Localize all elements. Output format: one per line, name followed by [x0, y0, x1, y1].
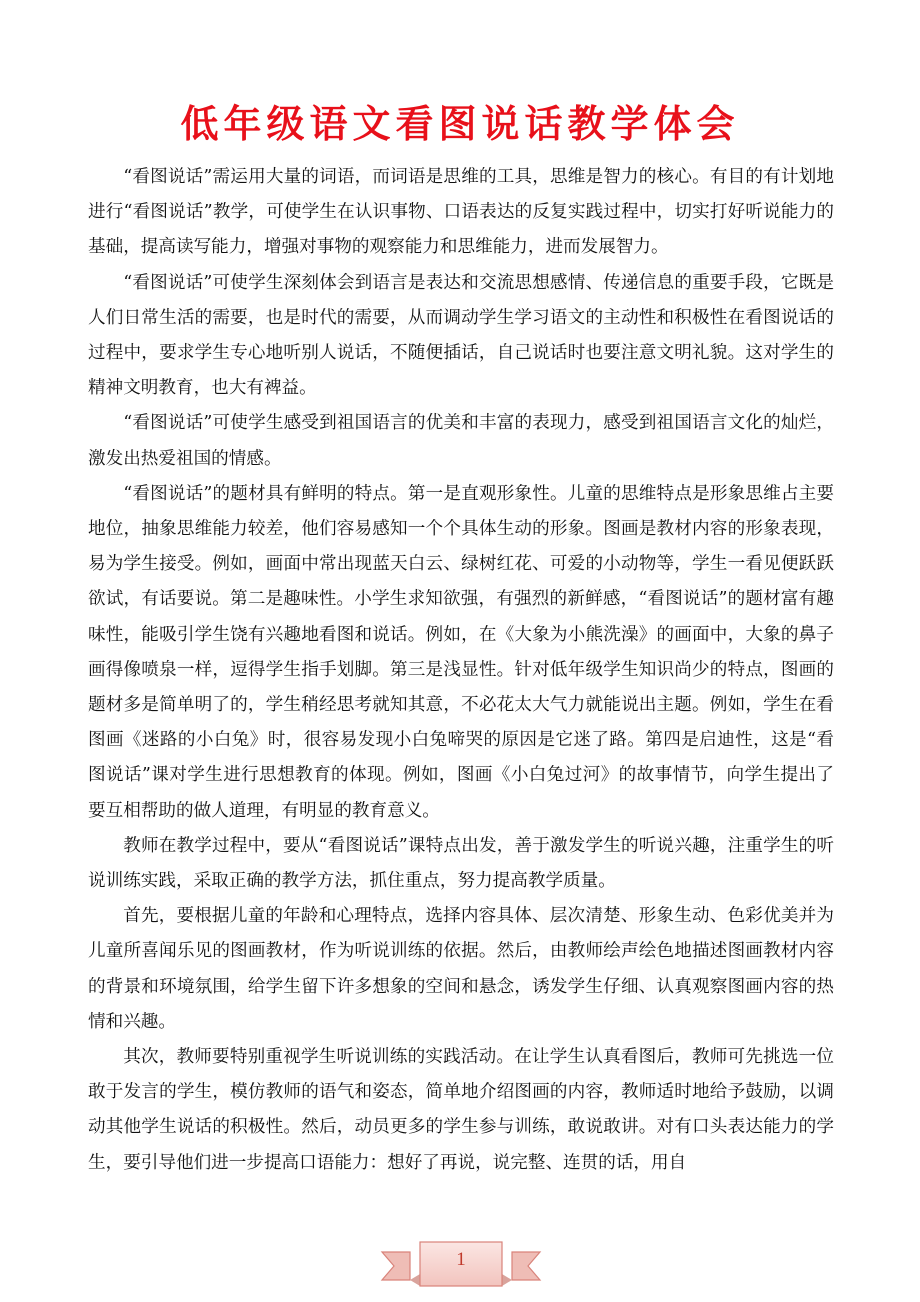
paragraph-2: “看图说话”可使学生深刻体会到语言是表达和交流思想感情、传递信息的重要手段，它既是人们日常生活的需要，也是时代的需要，从而调动学生学习语文的主动性和积极性在看图说话的过程中，要求学生专心地听别人说话，不随便插话，自己说话时也要注意文明礼貌。这对学生的精神文明教育，也大有裨益。: [88, 272, 834, 399]
paragraph-4: “看图说话”的题材具有鲜明的特点。第一是直观形象性。儿童的思维特点是形象思维占主要地位，抽象思维能力较差，他们容易感知一个个具体生动的形象。图画是教材内容的形象表现，易为学生接受。例如，画面中常出现蓝天白云、绿树红花、可爱的小动物等，学生一看见便跃跃欲试，有话要说。第二是趣味性。小学生求知欲强，有强烈的新鲜感，“看图说话”的题材富有趣味性，能吸引学生饶有兴趣地看图和说话。例如，在《大象为小熊洗澡》的画面中，大象的鼻子画得像喷泉一样，逗得学生指手划脚。第三是浅显性。针对低年级学生知识尚少的特点，图画的题材多是简单明了的，学生稍经思考就知其意，不必花太大气力就能说出主题。例如，学生在看图画《迷路的小白兔》时，很容易发现小白兔啼哭的原因是它迷了路。第四是启迪性，这是“看图说话”课对学生进行思想教育的体现。例如，图画《小白兔过河》的故事情节，向学生提出了要互相帮助的做人道理，有明显的教育意义。: [88, 483, 834, 821]
paragraph-5: 教师在教学过程中，要从“看图说话”课特点出发，善于激发学生的听说兴趣，注重学生的听说训练实践，采取正确的教学方法，抓住重点，努力提高教学质量。: [88, 835, 834, 892]
page-number-ribbon: [380, 1234, 542, 1290]
paragraph-1: “看图说话”需运用大量的词语，而词语是思维的工具，思维是智力的核心。有目的有计划地进行“看图说话”教学，可使学生在认识事物、口语表达的反复实践过程中，切实打好听说能力的基础，提高读写能力，增强对事物的观察能力和思维能力，进而发展智力。: [88, 167, 834, 258]
page-number: 1: [456, 1249, 466, 1270]
document-title: 低年级语文看图说话教学体会: [180, 101, 740, 146]
paragraph-7: 其次，教师要特别重视学生听说训练的实践活动。在让学生认真看图后，教师可先挑选一位敢于发言的学生，模仿教师的语气和姿态，简单地介绍图画的内容，教师适时地给予鼓励，以调动其他学生说话的积极性。然后，动员更多的学生参与训练，敢说敢讲。对有口头表达能力的学生，要引导他们进一步提高口语能力：想好了再说，说完整、连贯的话，用自: [88, 1047, 834, 1173]
paragraph-3: “看图说话”可使学生感受到祖国语言的优美和丰富的表现力，感受到祖国语言文化的灿烂，激发出热爱祖国的情感。: [88, 413, 834, 469]
document-body: [88, 160, 834, 1181]
paragraph-6: 首先，要根据儿童的年龄和心理特点，选择内容具体、层次清楚、形象生动、色彩优美并为儿童所喜闻乐见的图画教材，作为听说训练的依据。然后，由教师绘声绘色地描述图画教材内容的背景和环境氛围，给学生留下许多想象的空间和悬念，诱发学生仔细、认真观察图画内容的热情和兴趣。: [88, 906, 834, 1032]
